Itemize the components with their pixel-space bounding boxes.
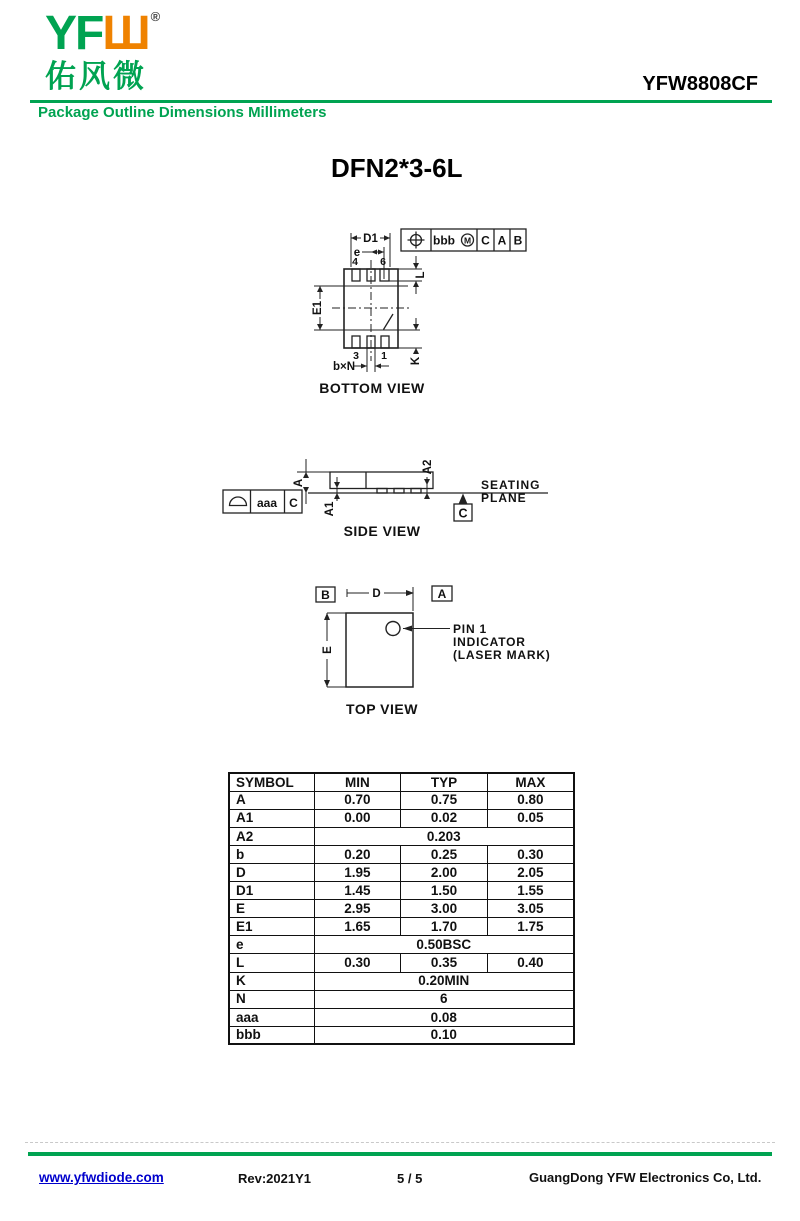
top-view-geometry — [316, 586, 452, 687]
cell-min: 1.95 — [314, 863, 401, 881]
dim-a-label: A — [293, 478, 305, 488]
pin1-chamfer-line — [384, 314, 394, 330]
fcf-datum1-label: C — [481, 233, 490, 248]
col-header-symbol: SYMBOL — [229, 773, 314, 791]
top-view-caption: TOP VIEW — [346, 701, 418, 717]
yfw-logo — [45, 7, 161, 94]
cell-span-value: 0.10 — [314, 1026, 574, 1044]
cell-symbol: L — [229, 954, 314, 972]
side-view-dimension-lines — [297, 459, 427, 504]
logo-chinese-text: 佑风微 — [45, 59, 147, 94]
table-row — [229, 972, 574, 990]
pin1-indicator-circle — [386, 622, 400, 636]
cell-min: 0.70 — [314, 791, 401, 809]
logo-w-text: Ш — [102, 7, 149, 60]
pin1-label: 1 — [381, 350, 387, 362]
col-header-typ: TYP — [401, 773, 488, 791]
datum-c-triangle-icon — [459, 494, 468, 505]
footer-dashed-divider — [25, 1142, 775, 1143]
bottom-view-caption: BOTTOM VIEW — [319, 380, 425, 396]
fcf-datum-c-label: C — [289, 496, 298, 510]
cell-min: 0.00 — [314, 809, 401, 827]
dim-l-label: L — [415, 271, 427, 279]
cell-typ: 3.00 — [401, 900, 488, 918]
cell-symbol: E1 — [229, 918, 314, 936]
cell-symbol: K — [229, 972, 314, 990]
table-row — [229, 1008, 574, 1026]
table-row — [229, 791, 574, 809]
cell-min: 0.30 — [314, 954, 401, 972]
cell-typ: 1.70 — [401, 918, 488, 936]
cell-max: 0.30 — [487, 845, 574, 863]
cell-min: 0.20 — [314, 845, 401, 863]
cell-typ: 0.35 — [401, 954, 488, 972]
bottom-view-drawing — [295, 225, 550, 403]
header-divider — [30, 100, 772, 103]
cell-max: 1.75 — [487, 918, 574, 936]
datum-b-label: B — [321, 588, 330, 602]
pin1-note-line3: (LASER MARK) — [453, 648, 551, 662]
fcf-datum2-label: A — [497, 233, 507, 248]
table-row — [229, 936, 574, 954]
table-row — [229, 809, 574, 827]
registered-trademark-icon: ® — [150, 9, 161, 24]
cell-symbol: E — [229, 900, 314, 918]
pin1-note-line1: PIN 1 — [453, 622, 488, 636]
fcf-aaa-label: aaa — [256, 496, 278, 510]
cell-max: 3.05 — [487, 900, 574, 918]
logo-wordmark — [45, 7, 161, 60]
table-row — [229, 918, 574, 936]
cell-span-value: 0.203 — [314, 827, 574, 845]
col-header-max: MAX — [487, 773, 574, 791]
seating-plane-text-line2: PLANE — [481, 491, 527, 505]
cell-symbol: D1 — [229, 882, 314, 900]
company-name: GuangDong YFW Electronics Co, Ltd. — [529, 1170, 762, 1185]
side-view-drawing — [215, 455, 560, 545]
col-header-min: MIN — [314, 773, 401, 791]
cell-max: 1.55 — [487, 882, 574, 900]
table-row — [229, 1026, 574, 1044]
page-number: 5 / 5 — [397, 1171, 423, 1186]
cell-symbol: N — [229, 990, 314, 1008]
flatness-tolerance-icon — [230, 497, 247, 506]
cell-span-value: 0.50BSC — [314, 936, 574, 954]
dimensions-table — [228, 772, 575, 1045]
cell-symbol: A1 — [229, 809, 314, 827]
package-title: DFN2*3-6L — [331, 153, 463, 183]
page-subtitle: Package Outline Dimensions Millimeters — [38, 104, 327, 121]
cell-typ: 0.25 — [401, 845, 488, 863]
cell-min: 2.95 — [314, 900, 401, 918]
top-view-arrowheads — [324, 590, 414, 687]
pin3-label: 3 — [353, 350, 359, 362]
table-row — [229, 882, 574, 900]
dim-e1-label: E1 — [312, 300, 324, 316]
table-row — [229, 900, 574, 918]
cell-span-value: 6 — [314, 990, 574, 1008]
pin1-note-line2: INDICATOR — [453, 635, 526, 649]
cell-typ: 0.02 — [401, 809, 488, 827]
dim-k-label: K — [410, 356, 422, 366]
cell-symbol: aaa — [229, 1008, 314, 1026]
cell-max: 0.05 — [487, 809, 574, 827]
datum-c-label: C — [458, 506, 468, 521]
fcf-datum3-label: B — [513, 233, 523, 248]
table-row — [229, 990, 574, 1008]
logo-yf-text: YF — [45, 7, 103, 60]
table-row — [229, 827, 574, 845]
dim-e-label: E — [322, 646, 334, 654]
cell-typ: 2.00 — [401, 863, 488, 881]
part-number: YFW8808CF — [642, 73, 758, 95]
position-tolerance-icon — [408, 232, 425, 249]
footer-divider — [28, 1152, 772, 1156]
dim-bxn-label: b×N — [332, 361, 356, 373]
dim-e-label: e — [353, 247, 361, 259]
cell-min: 1.65 — [314, 918, 401, 936]
cell-max: 0.40 — [487, 954, 574, 972]
website-link[interactable]: www.yfwdiode.com — [39, 1170, 164, 1185]
table-row — [229, 845, 574, 863]
dim-a1-label: A1 — [324, 501, 336, 517]
cell-symbol: A2 — [229, 827, 314, 845]
dim-d1-label: D1 — [363, 233, 378, 245]
top-view-drawing — [310, 580, 560, 722]
table-row — [229, 954, 574, 972]
cell-max: 0.80 — [487, 791, 574, 809]
cell-symbol: A — [229, 791, 314, 809]
cell-span-value: 0.20MIN — [314, 972, 574, 990]
seating-plane-text-line1: SEATING — [481, 478, 541, 492]
cell-span-value: 0.08 — [314, 1008, 574, 1026]
revision-label: Rev:2021Y1 — [238, 1171, 311, 1186]
cell-symbol: bbb — [229, 1026, 314, 1044]
pin6-label: 6 — [380, 256, 386, 268]
table-header-row — [229, 773, 574, 791]
cell-typ: 0.75 — [401, 791, 488, 809]
cell-typ: 1.50 — [401, 882, 488, 900]
fcf-tolerance-label: bbb — [433, 233, 455, 248]
datum-a-label: A — [437, 587, 447, 601]
cell-symbol: e — [229, 936, 314, 954]
dim-a2-label: A2 — [422, 459, 434, 475]
cell-max: 2.05 — [487, 863, 574, 881]
table-row — [229, 863, 574, 881]
pin4-label: 4 — [352, 256, 358, 268]
fcf-modifier-label: M — [463, 235, 472, 246]
bottom-view-dimension-lines — [314, 233, 422, 372]
cell-symbol: b — [229, 845, 314, 863]
side-view-caption: SIDE VIEW — [343, 523, 421, 539]
cell-symbol: D — [229, 863, 314, 881]
cell-min: 1.45 — [314, 882, 401, 900]
dim-d-label: D — [372, 588, 381, 600]
